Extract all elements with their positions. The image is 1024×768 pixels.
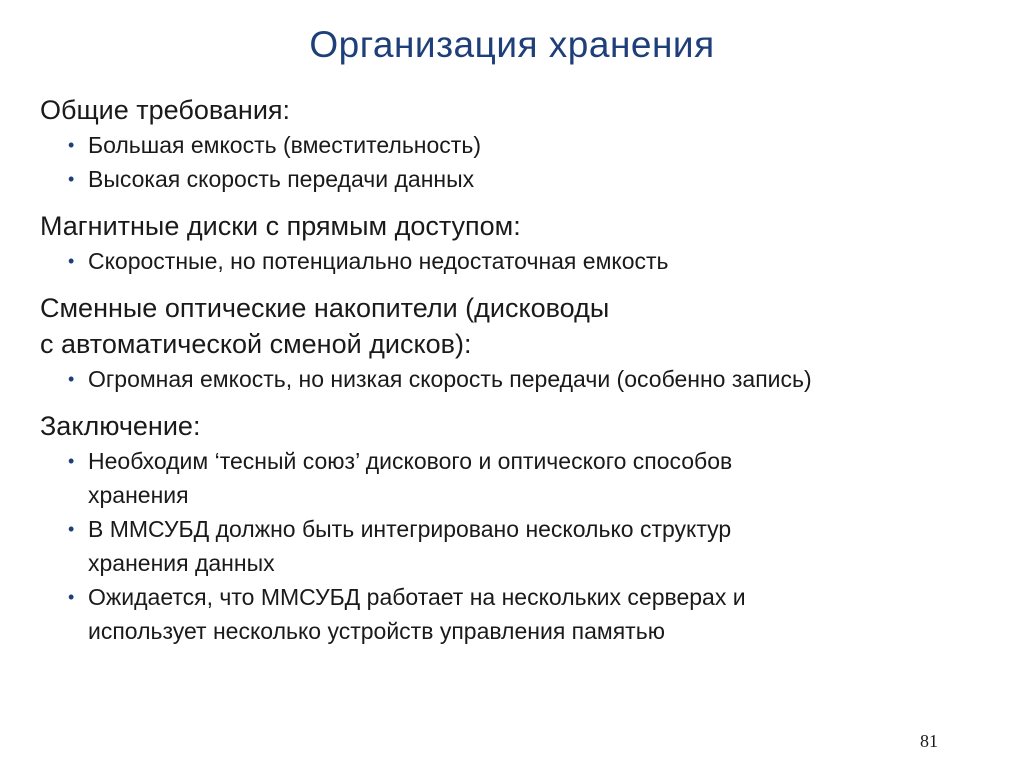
bullet-icon: • xyxy=(68,135,75,155)
section-heading: Заключение: xyxy=(40,411,201,441)
slide-title: Организация хранения xyxy=(309,24,715,65)
bullet-item xyxy=(40,580,1000,648)
bullet-item xyxy=(40,244,1000,278)
bullet-text-line: хранения xyxy=(88,482,189,508)
bullet-icon: • xyxy=(68,169,75,189)
bullet-text-line: Необходим ‘тесный союз’ дискового и оптического способов xyxy=(88,448,733,474)
bullet-list xyxy=(40,128,1000,196)
bullet-item xyxy=(40,444,1000,512)
bullet-item xyxy=(40,128,1000,162)
section-magnetic-disks xyxy=(40,208,1000,278)
page-number: 81 xyxy=(920,731,938,751)
section-heading: Общие требования: xyxy=(40,95,291,125)
section-heading: Магнитные диски с прямым доступом: xyxy=(40,211,521,241)
slide-content xyxy=(40,92,1000,660)
bullet-list xyxy=(40,444,1000,648)
bullet-list xyxy=(40,362,1000,396)
bullet-item xyxy=(40,362,1000,396)
bullet-icon: • xyxy=(68,251,75,271)
bullet-text: Большая емкость (вместительность) xyxy=(88,132,481,158)
bullet-icon: • xyxy=(68,587,75,607)
bullet-text-line: Ожидается, что ММСУБД работает на нескольких серверах и xyxy=(88,584,746,610)
section-general-requirements xyxy=(40,92,1000,196)
bullet-text: Скоростные, но потенциально недостаточная емкость xyxy=(88,248,669,274)
bullet-item xyxy=(40,162,1000,196)
bullet-icon: • xyxy=(68,519,75,539)
section-heading-line: с автоматической сменой дисков): xyxy=(40,329,472,359)
bullet-text-line: использует несколько устройств управления памятью xyxy=(88,618,665,644)
bullet-text: Огромная емкость, но низкая скорость передачи (особенно запись) xyxy=(88,366,812,392)
bullet-text: Высокая скорость передачи данных xyxy=(88,166,475,192)
bullet-text-line: В ММСУБД должно быть интегрировано несколько структур xyxy=(88,516,732,542)
bullet-text-line: хранения данных xyxy=(88,550,275,576)
section-conclusion xyxy=(40,408,1000,648)
bullet-icon: • xyxy=(68,369,75,389)
bullet-list xyxy=(40,244,1000,278)
section-heading-line: Сменные оптические накопители (дисководы xyxy=(40,293,610,323)
bullet-item xyxy=(40,512,1000,580)
section-optical-drives xyxy=(40,290,1000,396)
bullet-icon: • xyxy=(68,451,75,471)
